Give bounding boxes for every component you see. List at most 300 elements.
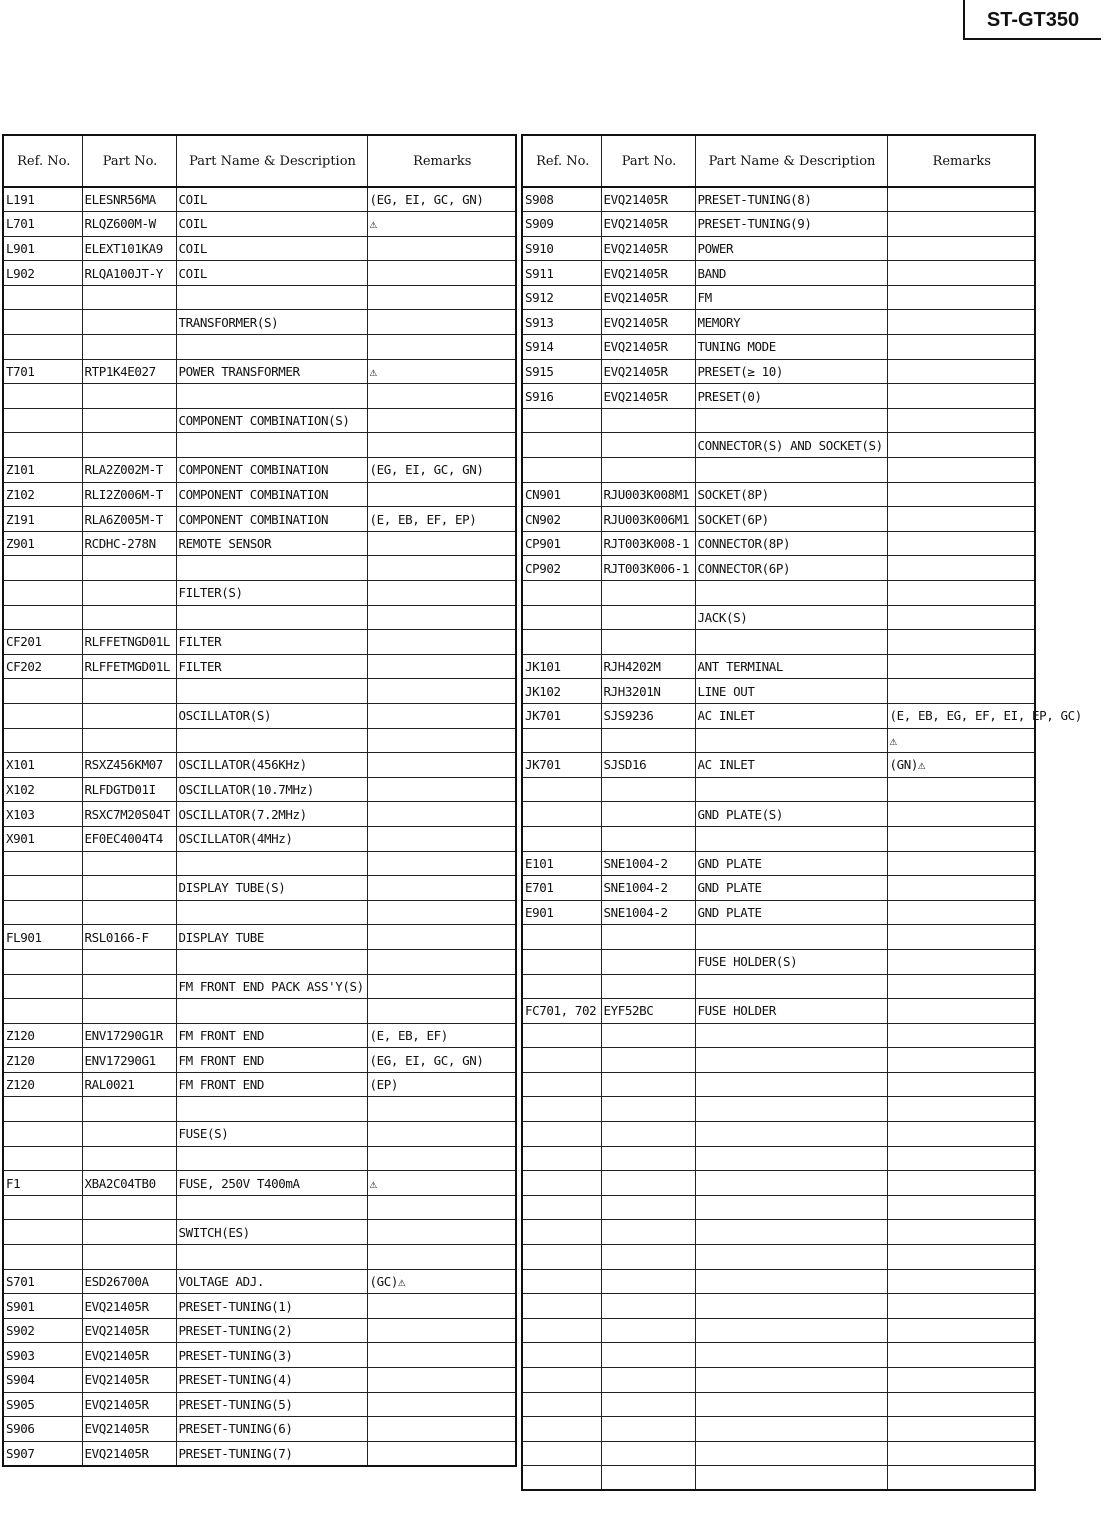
ref-no-cell: S906 [3, 1417, 82, 1442]
description-cell: FM FRONT END [176, 1048, 367, 1073]
description-cell [695, 1392, 887, 1417]
remarks-cell [887, 826, 1035, 851]
table-row [3, 851, 516, 876]
part-no-cell [601, 1318, 695, 1343]
part-no-cell: EVQ21405R [601, 261, 695, 286]
table-row [3, 1146, 516, 1171]
ref-no-cell [522, 408, 601, 433]
table-row [522, 654, 1035, 679]
part-no-cell [601, 826, 695, 851]
description-cell [695, 1368, 887, 1393]
table-row [522, 1220, 1035, 1245]
ref-no-cell: S701 [3, 1269, 82, 1294]
description-cell: FILTER [176, 630, 367, 655]
column-header-ref: Ref. No. [3, 135, 82, 187]
remarks-cell [887, 1318, 1035, 1343]
remarks-cell [367, 728, 516, 753]
table-row [3, 384, 516, 409]
remarks-cell [887, 679, 1035, 704]
remarks-cell [367, 605, 516, 630]
description-cell: LINE OUT [695, 679, 887, 704]
part-no-cell [82, 851, 176, 876]
part-no-cell [601, 974, 695, 999]
table-row [3, 310, 516, 335]
model-number: ST-GT350 [963, 0, 1101, 40]
remarks-cell [367, 1318, 516, 1343]
part-no-cell [82, 900, 176, 925]
ref-no-cell: S914 [522, 335, 601, 360]
table-row [3, 1097, 516, 1122]
table-row [3, 826, 516, 851]
part-no-cell [82, 679, 176, 704]
part-no-cell: ENV17290G1 [82, 1048, 176, 1073]
part-no-cell: RLFFETNGD01L [82, 630, 176, 655]
part-no-cell [601, 1122, 695, 1147]
part-no-cell: EVQ21405R [601, 359, 695, 384]
remarks-cell [887, 1023, 1035, 1048]
table-row [3, 728, 516, 753]
ref-no-cell: S903 [3, 1343, 82, 1368]
table-row [3, 1023, 516, 1048]
part-no-cell: RJU003K006M1 [601, 507, 695, 532]
description-cell [695, 630, 887, 655]
remarks-cell [367, 1368, 516, 1393]
description-cell: OSCILLATOR(S) [176, 703, 367, 728]
table-row [522, 335, 1035, 360]
description-cell: COMPONENT COMBINATION [176, 482, 367, 507]
description-cell [176, 1245, 367, 1270]
remarks-cell: (EG, EI, GC, GN) [367, 458, 516, 483]
table-row [3, 458, 516, 483]
remarks-cell [887, 1343, 1035, 1368]
description-cell: VOLTAGE ADJ. [176, 1269, 367, 1294]
table-row [522, 310, 1035, 335]
part-no-cell [601, 1368, 695, 1393]
description-cell: FM FRONT END PACK ASS'Y(S) [176, 974, 367, 999]
remarks-cell [367, 900, 516, 925]
part-no-cell [82, 876, 176, 901]
description-cell [695, 1417, 887, 1442]
ref-no-cell [3, 605, 82, 630]
remarks-cell [887, 974, 1035, 999]
description-cell: GND PLATE [695, 851, 887, 876]
part-no-cell [82, 1122, 176, 1147]
table-row [522, 1466, 1035, 1491]
ref-no-cell [3, 335, 82, 360]
remarks-cell [367, 630, 516, 655]
ref-no-cell: S910 [522, 236, 601, 261]
table-row [3, 1269, 516, 1294]
remarks-cell [887, 1441, 1035, 1466]
ref-no-cell [522, 802, 601, 827]
description-cell: MEMORY [695, 310, 887, 335]
description-cell [176, 433, 367, 458]
remarks-cell [887, 408, 1035, 433]
ref-no-cell: S916 [522, 384, 601, 409]
part-no-cell: RLA2Z002M-T [82, 458, 176, 483]
remarks-cell [887, 1048, 1035, 1073]
remarks-cell [887, 777, 1035, 802]
column-header-desc: Part Name & Description [695, 135, 887, 187]
ref-no-cell [3, 384, 82, 409]
ref-no-cell [522, 458, 601, 483]
ref-no-cell [3, 679, 82, 704]
table-row [3, 581, 516, 606]
part-no-cell: RSL0166-F [82, 925, 176, 950]
part-no-cell [601, 1171, 695, 1196]
description-cell [176, 605, 367, 630]
table-row [3, 1195, 516, 1220]
remarks-cell [887, 236, 1035, 261]
remarks-cell [887, 359, 1035, 384]
ref-no-cell [3, 1195, 82, 1220]
description-cell [176, 728, 367, 753]
ref-no-cell: S904 [3, 1368, 82, 1393]
table-row [522, 531, 1035, 556]
part-no-cell [601, 581, 695, 606]
column-header-ref: Ref. No. [522, 135, 601, 187]
table-row [522, 1294, 1035, 1319]
ref-no-cell [3, 974, 82, 999]
table-row [3, 1318, 516, 1343]
part-no-cell: EVQ21405R [601, 335, 695, 360]
description-cell: PRESET-TUNING(2) [176, 1318, 367, 1343]
part-no-cell [82, 949, 176, 974]
table-row [3, 949, 516, 974]
part-no-cell: RLQA100JT-Y [82, 261, 176, 286]
remarks-cell [887, 1220, 1035, 1245]
table-row [3, 876, 516, 901]
description-cell: CONNECTOR(8P) [695, 531, 887, 556]
description-cell [695, 925, 887, 950]
parts-table-right [521, 134, 1082, 1491]
description-cell: POWER [695, 236, 887, 261]
part-no-cell [82, 1097, 176, 1122]
table-row [3, 1441, 516, 1466]
remarks-cell [367, 1294, 516, 1319]
table-row [522, 458, 1035, 483]
column-header-part: Part No. [82, 135, 176, 187]
table-row [3, 1245, 516, 1270]
remarks-cell [887, 1171, 1035, 1196]
remarks-cell [367, 581, 516, 606]
description-cell: BAND [695, 261, 887, 286]
ref-no-cell: Z120 [3, 1072, 82, 1097]
table-row [522, 482, 1035, 507]
ref-no-cell [3, 285, 82, 310]
table-row [3, 531, 516, 556]
description-cell [176, 999, 367, 1024]
part-no-cell [82, 999, 176, 1024]
table-row [3, 433, 516, 458]
ref-no-cell [522, 1097, 601, 1122]
description-cell: OSCILLATOR(456KHz) [176, 753, 367, 778]
description-cell: PRESET-TUNING(8) [695, 187, 887, 212]
description-cell: COMPONENT COMBINATION(S) [176, 408, 367, 433]
part-no-cell [601, 949, 695, 974]
ref-no-cell [522, 974, 601, 999]
part-no-cell: EVQ21405R [82, 1343, 176, 1368]
remarks-cell [887, 1097, 1035, 1122]
ref-no-cell: Z101 [3, 458, 82, 483]
description-cell: FILTER [176, 654, 367, 679]
description-cell: COIL [176, 236, 367, 261]
remarks-cell: (EG, EI, GC, GN) [367, 187, 516, 212]
table-row [522, 605, 1035, 630]
column-header-part: Part No. [601, 135, 695, 187]
part-no-cell: ELESNR56MA [82, 187, 176, 212]
ref-no-cell: E101 [522, 851, 601, 876]
table-row [522, 679, 1035, 704]
remarks-cell [887, 1392, 1035, 1417]
ref-no-cell [3, 1220, 82, 1245]
remarks-cell [887, 458, 1035, 483]
description-cell: CONNECTOR(S) AND SOCKET(S) [695, 433, 887, 458]
description-cell [695, 1195, 887, 1220]
description-cell [176, 900, 367, 925]
remarks-cell [367, 1220, 516, 1245]
part-no-cell [601, 630, 695, 655]
ref-no-cell [522, 1343, 601, 1368]
description-cell [695, 1146, 887, 1171]
ref-no-cell: CF202 [3, 654, 82, 679]
ref-no-cell [522, 1392, 601, 1417]
part-no-cell [82, 556, 176, 581]
description-cell: PRESET-TUNING(1) [176, 1294, 367, 1319]
ref-no-cell [522, 1368, 601, 1393]
table-row [522, 876, 1035, 901]
part-no-cell: EVQ21405R [601, 187, 695, 212]
parts-table-right-body [522, 187, 1082, 1490]
table-row [3, 703, 516, 728]
table-row [522, 556, 1035, 581]
description-cell [695, 1097, 887, 1122]
ref-no-cell: S915 [522, 359, 601, 384]
table-row [522, 851, 1035, 876]
part-no-cell [601, 802, 695, 827]
remarks-cell [887, 187, 1035, 212]
description-cell [176, 556, 367, 581]
part-no-cell [601, 777, 695, 802]
ref-no-cell: S911 [522, 261, 601, 286]
table-row [522, 236, 1035, 261]
remarks-cell [367, 876, 516, 901]
remarks-cell [367, 802, 516, 827]
ref-no-cell: L901 [3, 236, 82, 261]
remarks-cell [887, 851, 1035, 876]
table-row [3, 802, 516, 827]
column-header-remarks: Remarks [367, 135, 516, 187]
part-no-cell [82, 285, 176, 310]
description-cell: FILTER(S) [176, 581, 367, 606]
ref-no-cell [3, 581, 82, 606]
part-no-cell [82, 1195, 176, 1220]
part-no-cell [82, 581, 176, 606]
remarks-cell [887, 654, 1035, 679]
ref-no-cell: FC701, 702 [522, 999, 601, 1024]
part-no-cell [601, 1195, 695, 1220]
table-row [522, 1245, 1035, 1270]
remarks-cell [887, 433, 1035, 458]
ref-no-cell: S902 [3, 1318, 82, 1343]
part-no-cell [601, 1294, 695, 1319]
ref-no-cell: S912 [522, 285, 601, 310]
part-no-cell: RJT003K008-1 [601, 531, 695, 556]
part-no-cell [601, 1072, 695, 1097]
remarks-cell [887, 630, 1035, 655]
table-row [3, 556, 516, 581]
remarks-cell [887, 310, 1035, 335]
table-row [3, 1343, 516, 1368]
remarks-cell [367, 974, 516, 999]
ref-no-cell: E901 [522, 900, 601, 925]
part-no-cell: RLFDGTD01I [82, 777, 176, 802]
remarks-cell: (GN)⚠ [887, 753, 1035, 778]
remarks-cell [367, 285, 516, 310]
part-no-cell [601, 1220, 695, 1245]
remarks-cell [887, 335, 1035, 360]
ref-no-cell [522, 1318, 601, 1343]
ref-no-cell [522, 1122, 601, 1147]
remarks-cell [367, 482, 516, 507]
remarks-cell [887, 212, 1035, 237]
table-row [522, 1023, 1035, 1048]
ref-no-cell [522, 581, 601, 606]
description-cell: POWER TRANSFORMER [176, 359, 367, 384]
ref-no-cell [522, 1048, 601, 1073]
description-cell [695, 581, 887, 606]
table-row [3, 654, 516, 679]
remarks-cell [887, 925, 1035, 950]
description-cell: FM FRONT END [176, 1023, 367, 1048]
table-row [3, 605, 516, 630]
table-row [522, 359, 1035, 384]
ref-no-cell [522, 1023, 601, 1048]
table-row [522, 900, 1035, 925]
description-cell: SWITCH(ES) [176, 1220, 367, 1245]
part-no-cell [601, 1245, 695, 1270]
remarks-cell [367, 384, 516, 409]
remarks-cell [887, 1417, 1035, 1442]
description-cell [695, 1245, 887, 1270]
remarks-cell: ⚠ [367, 1171, 516, 1196]
table-row [3, 1220, 516, 1245]
remarks-cell [887, 1269, 1035, 1294]
remarks-cell: (EG, EI, GC, GN) [367, 1048, 516, 1073]
description-cell: FUSE HOLDER [695, 999, 887, 1024]
part-no-cell: EVQ21405R [82, 1441, 176, 1466]
description-cell [176, 384, 367, 409]
ref-no-cell: JK101 [522, 654, 601, 679]
table-row [3, 753, 516, 778]
table-row [3, 1171, 516, 1196]
description-cell [695, 728, 887, 753]
description-cell: JACK(S) [695, 605, 887, 630]
ref-no-cell [3, 851, 82, 876]
description-cell [695, 408, 887, 433]
remarks-cell [367, 654, 516, 679]
ref-no-cell [522, 728, 601, 753]
part-no-cell [601, 408, 695, 433]
ref-no-cell: CN902 [522, 507, 601, 532]
part-no-cell [601, 1441, 695, 1466]
ref-no-cell: FL901 [3, 925, 82, 950]
remarks-cell [367, 753, 516, 778]
ref-no-cell: Z191 [3, 507, 82, 532]
ref-no-cell: L191 [3, 187, 82, 212]
table-row [522, 753, 1035, 778]
part-no-cell: EYF52BC [601, 999, 695, 1024]
remarks-cell [367, 433, 516, 458]
part-no-cell: EVQ21405R [601, 384, 695, 409]
description-cell [695, 974, 887, 999]
ref-no-cell: S908 [522, 187, 601, 212]
table-row [3, 777, 516, 802]
table-row [522, 261, 1035, 286]
table-row [522, 1343, 1035, 1368]
table-row [522, 581, 1035, 606]
description-cell [695, 1171, 887, 1196]
remarks-cell [887, 802, 1035, 827]
remarks-cell: ⚠ [367, 212, 516, 237]
ref-no-cell: CP902 [522, 556, 601, 581]
remarks-cell [367, 1146, 516, 1171]
ref-no-cell [3, 1245, 82, 1270]
part-no-cell: RJU003K008M1 [601, 482, 695, 507]
part-no-cell [601, 1097, 695, 1122]
part-no-cell [601, 1269, 695, 1294]
part-no-cell [82, 1146, 176, 1171]
column-header-desc: Part Name & Description [176, 135, 367, 187]
table-row [522, 187, 1035, 212]
remarks-cell [367, 826, 516, 851]
remarks-cell [367, 1392, 516, 1417]
table-row [522, 408, 1035, 433]
description-cell [695, 1343, 887, 1368]
ref-no-cell: X103 [3, 802, 82, 827]
part-no-cell: EVQ21405R [601, 212, 695, 237]
table-row [3, 999, 516, 1024]
description-cell: REMOTE SENSOR [176, 531, 367, 556]
description-cell [176, 1195, 367, 1220]
ref-no-cell [3, 999, 82, 1024]
part-no-cell [601, 1048, 695, 1073]
table-row [522, 728, 1035, 753]
description-cell: OSCILLATOR(10.7MHz) [176, 777, 367, 802]
remarks-cell: (E, EB, EF, EP) [367, 507, 516, 532]
description-cell [176, 285, 367, 310]
description-cell [695, 1048, 887, 1073]
part-no-cell [82, 1220, 176, 1245]
part-no-cell: SNE1004-2 [601, 876, 695, 901]
part-no-cell: RTP1K4E027 [82, 359, 176, 384]
table-row [522, 802, 1035, 827]
ref-no-cell: CN901 [522, 482, 601, 507]
remarks-cell [367, 531, 516, 556]
ref-no-cell: X901 [3, 826, 82, 851]
part-no-cell: RLQZ600M-W [82, 212, 176, 237]
part-no-cell: RAL0021 [82, 1072, 176, 1097]
description-cell: PRESET(0) [695, 384, 887, 409]
remarks-cell: (EP) [367, 1072, 516, 1097]
description-cell: PRESET-TUNING(5) [176, 1392, 367, 1417]
remarks-cell [887, 605, 1035, 630]
remarks-cell [367, 335, 516, 360]
table-row [3, 236, 516, 261]
part-no-cell [601, 605, 695, 630]
ref-no-cell [522, 1417, 601, 1442]
ref-no-cell: Z120 [3, 1048, 82, 1073]
